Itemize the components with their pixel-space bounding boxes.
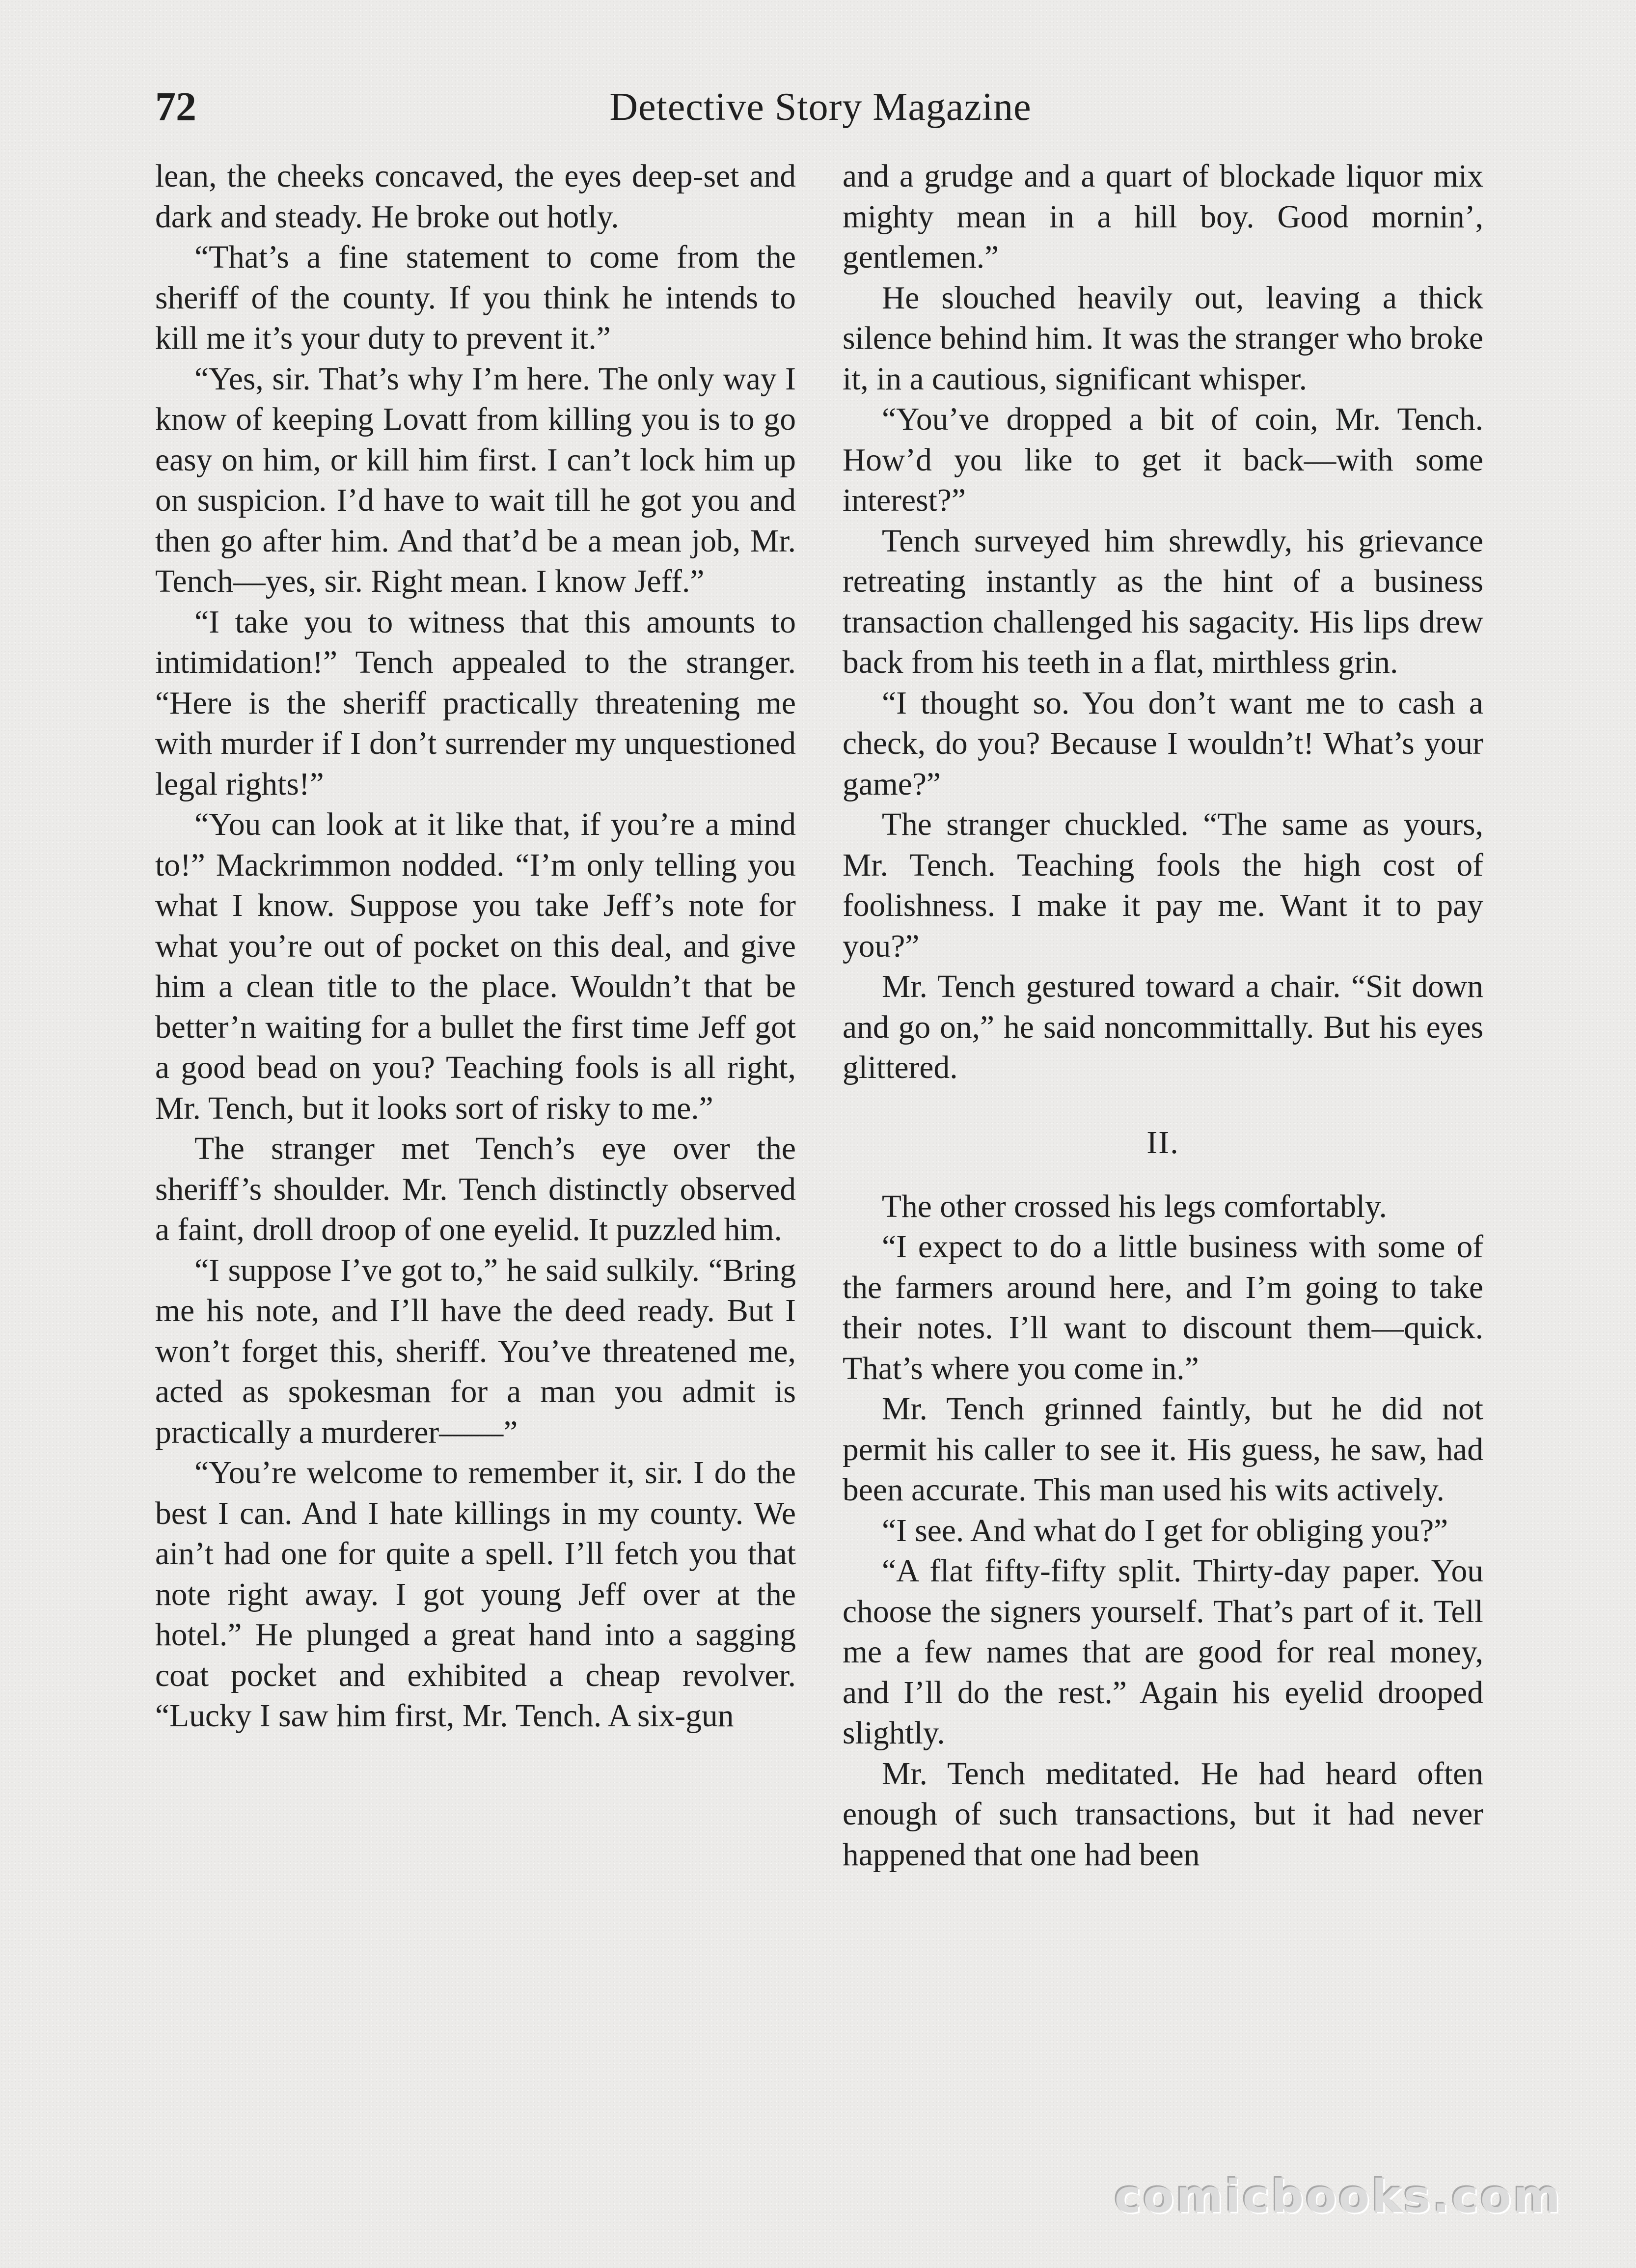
watermark: comicbooks.com [1114, 2170, 1562, 2223]
paragraph: “You can look at it like that, if you’re a mind to!” Mackrimmon nodded. “I’m only telling you what I know. Suppose you take Jeff’s note for what you’re out of pocket on this deal, and give him a clean title to the place. Wouldn’t that be better’n waiting for a bullet the first time Jeff got a good bead on you? Teaching fools is all right, Mr. Tench, but it looks sort of risky to me.” [155, 807, 796, 1126]
paragraph: Mr. Tench meditated. He had heard often enough of such transactions, but it had never happened that one had been [843, 1756, 1483, 1873]
paragraph: “A flat fifty-fifty split. Thirty-day paper. You choose the signers yourself. That’s part of it. Tell me a few names that are good for real money, and I’ll do the rest.” Again his eyelid drooped slightly. [843, 1553, 1483, 1751]
paragraph: Mr. Tench gestured toward a chair. “Sit down and go on,” he said noncommittally. But his eyes glittered. [843, 969, 1483, 1085]
magazine-title: Detective Story Magazine [609, 85, 1032, 129]
paragraph: He slouched heavily out, leaving a thick silence behind him. It was the stranger who broke it, in a cautious, significant whisper. [843, 280, 1483, 397]
paragraph: “I suppose I’ve got to,” he said sulkily. “Bring me his note, and I’ll have the deed ready. But I won’t forget this, sheriff. You’ve threatened me, acted as spokesman for a man you admit is practically a murderer——” [155, 1252, 796, 1450]
page-header [155, 78, 1486, 141]
paragraph: The stranger chuckled. “The same as yours, Mr. Tench. Teaching fools the high cost of foolishness. I make it pay me. Want it to pay you?” [843, 807, 1483, 964]
paragraph: and a grudge and a quart of blockade liquor mix mighty mean in a hill boy. Good mornin’, gentlemen.” [843, 159, 1483, 275]
paragraph: “I take you to witness that this amounts to intimidation!” Tench appealed to the stranger. “Here is the sheriff practically threatening me with murder if I don’t surrender my unquestioned legal rights!” [155, 604, 796, 802]
left-column [155, 156, 796, 1737]
paragraph: Mr. Tench grinned faintly, but he did not permit his caller to see it. His guess, he saw, had been accurate. This man used his wits actively. [843, 1391, 1483, 1508]
paragraph: Tench surveyed him shrewdly, his grievance retreating instantly as the hint of a business transaction challenged his sagacity. His lips drew back from his teeth in a flat, mirthless grin. [843, 523, 1483, 680]
paragraph: lean, the cheeks concaved, the eyes deep-set and dark and steady. He broke out hotly. [155, 159, 796, 235]
paragraph: “I see. And what do I get for obliging you?” [882, 1513, 1448, 1549]
paragraph: The stranger met Tench’s eye over the sheriff’s shoulder. Mr. Tench distinctly observed a faint, droll droop of one eyelid. It puzzled him. [155, 1131, 796, 1247]
paragraph: “You’re welcome to remember it, sir. I do the best I can. And I hate killings in my county. We ain’t had one for quite a spell. I’ll fetch you that note right away. I got young Jeff over at the hotel.” He plunged a great hand into a sagging coat pocket and exhibited a cheap revolver. “Lucky I saw him first, Mr. Tench. A six-gun [155, 1455, 796, 1734]
section-heading: II. [1146, 1124, 1179, 1161]
paragraph: The other crossed his legs comfortably. [882, 1189, 1387, 1224]
paragraph: “That’s a fine statement to come from the sheriff of the county. If you think he intends to kill me it’s your duty to prevent it.” [155, 240, 796, 356]
paragraph: “Yes, sir. That’s why I’m here. The only way I know of keeping Lovatt from killing you is to go easy on him, or kill him first. I can’t lock him up on suspicion. I’d have to wait till he got you and then go after him. And that’d be a mean job, Mr. Tench—yes, sir. Right mean. I know Jeff.” [155, 361, 796, 599]
right-column [843, 156, 1483, 1875]
page-number: 72 [155, 84, 196, 130]
paragraph: “I thought so. You don’t want me to cash a check, do you? Because I wouldn’t! What’s your game?” [843, 685, 1483, 802]
paragraph: “I expect to do a little business with some of the farmers around here, and I’m going to take their notes. I’ll want to discount them—quick. That’s where you come in.” [843, 1229, 1483, 1386]
paragraph: “You’ve dropped a bit of coin, Mr. Tench. How’d you like to get it back—with some interest?” [843, 402, 1483, 518]
